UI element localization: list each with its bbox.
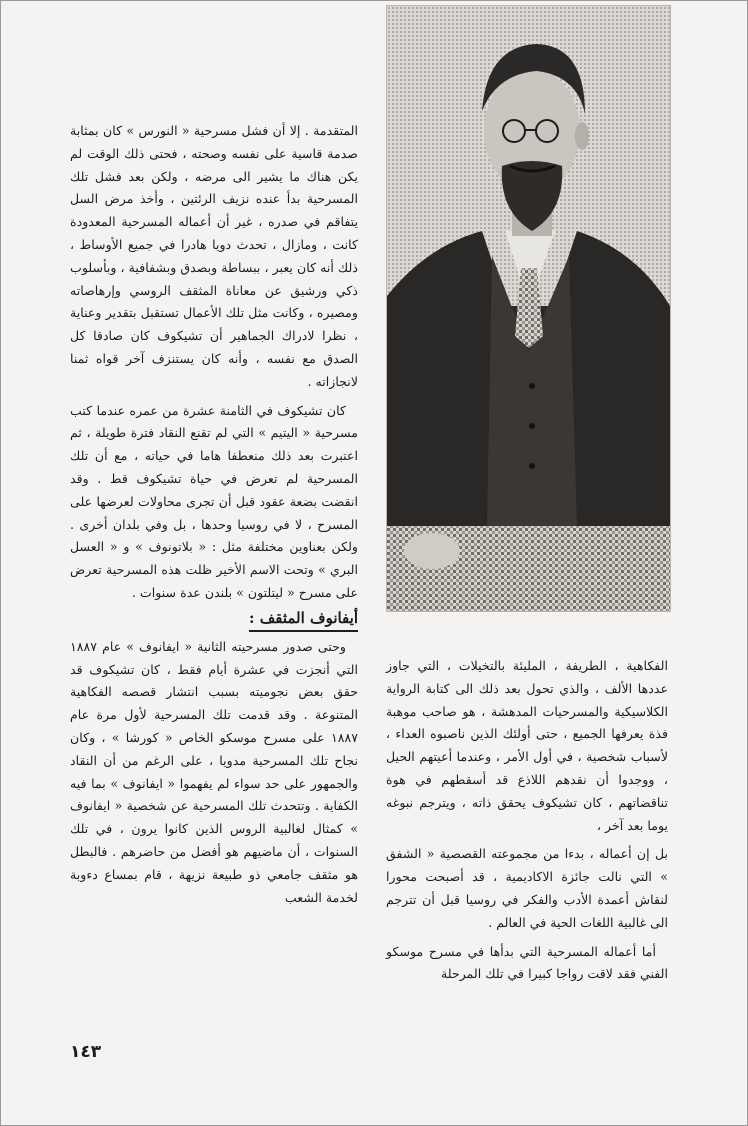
paragraph: المتقدمة . إلا أن فشل مسرحية « النورس » كان بمثابة صدمة قاسية على نفسه وصحته ، فحتى ذلك الوقت لم يكن هناك ما يشير الى مرضه ، ولكن بعد فشل تلك المسرحية بدأ عنده نزيف الرئتين ، وأخذ مرض السل يتفاقم في صدره ، غير أن أعماله المسرحية المعدودة كانت ، ومازال ، تحدث دويا هادرا في جميع الأوساط ، ذلك أنه كان يعبر ، ببساطة وبصدق وبشفافية ، وبأسلوب ذكي ورشيق عن معاناة المثقف الروسي وإرهاصاته ومصيره ، وكانت مثل تلك الأعمال تستقبل بتقدير وعناية ، نظرا لادراك الجماهير أن تشيكوف كان صادقا كل الصدق مع نفسه ، وأنه كان يستنزف آخر قواه ثمنا لانجازاته .	[70, 123, 358, 389]
paragraph: أما أعماله المسرحية التي بدأها في مسرح موسكو الفني فقد لاقت رواجا كبيرا في تلك المرحلة	[386, 943, 668, 982]
page-number: ١٤٣	[70, 1042, 102, 1062]
left-text-column	[70, 120, 358, 909]
paragraph: بل إن أعماله ، بدءا من مجموعته القصصية « الشفق » التي نالت جائزة الاكاديمية ، قد أصبحت محورا لنقاش أعمدة الأدب والفكر في روسيا قبل أن تترجم الى غالبية اللغات الحية في العالم .	[386, 846, 668, 930]
paragraph: كان تشيكوف في الثامنة عشرة من عمره عندما كتب مسرحية « اليتيم » التي لم تقنع النقاد فترة طويلة ، ثم اعتبرت بعد ذلك منعطفا هاما في حياته ، مع أن تلك المسرحية لم تعرض في حياة تشيكوف قط . وقد انقضت بضعة عقود قبل أن تجرى محاولات لعرضها على المسرح ، لا في روسيا وحدها ، بل وفي بلدان أخرى . ولكن بعناوين مختلفة مثل : « بلاتونوف » و « العسل البري » وتحت الاسم الأخير ظلت هذه المسرحية تعرض على مسرح « ليتلتون » بلندن عدة سنوات .	[70, 402, 358, 600]
section-heading: أيفانوف المثقف :	[249, 607, 358, 632]
right-text-column	[386, 655, 668, 986]
author-portrait-photo	[386, 5, 671, 612]
paragraph: الفكاهية ، الطريفة ، المليئة بالتخيلات ، التي جاوز عددها الألف ، والذي تحول بعد ذلك الى كتابة الرواية الكلاسيكية والمسرحيات المدهشة ، هو صاحب موهبة فذة يعرفها الجميع ، حتى أولئك الذين ناصبوه العداء ، لأسباب شخصية ، في أول الأمر ، وعندما أعيتهم الحيل ، ووجدوا أن نقدهم اللاذع قد أسقطهم في هوة تناقضاتهم ، كان تشيكوف يحقق ذاته ، ويترجم نبوغه يوما بعد آخر ،	[386, 658, 668, 833]
paragraph: وحتى صدور مسرحيته الثانية « ايفانوف » عام ١٨٨٧ التي أنجزت في عشرة أيام فقط ، كان تشيكوف قد حقق بعض نجوميته بسبب انتشار قصصه الفكاهية المتنوعة . وقد قدمت تلك المسرحية لأول مرة عام ١٨٨٧ على مسرح موسكو الخاص « كورشا » ، وكان نجاح تلك المسرحية مدويا ، على الرغم من أن النقاد والجمهور على حد سواء لم يفهموا « ايفانوف » بما فيه الكفاية . وتتحدث تلك المسرحية عن شخصية « ايفانوف » كمثال لغالبية الروس الذين كانوا يرون ، في تلك السنوات ، أن ماضيهم هو أفضل من حاضرهم . فالبطل هو مثقف جامعي ذو طبيعة نزيهة ، قام بمساع دءوبة لخدمة الشعب	[70, 638, 358, 905]
